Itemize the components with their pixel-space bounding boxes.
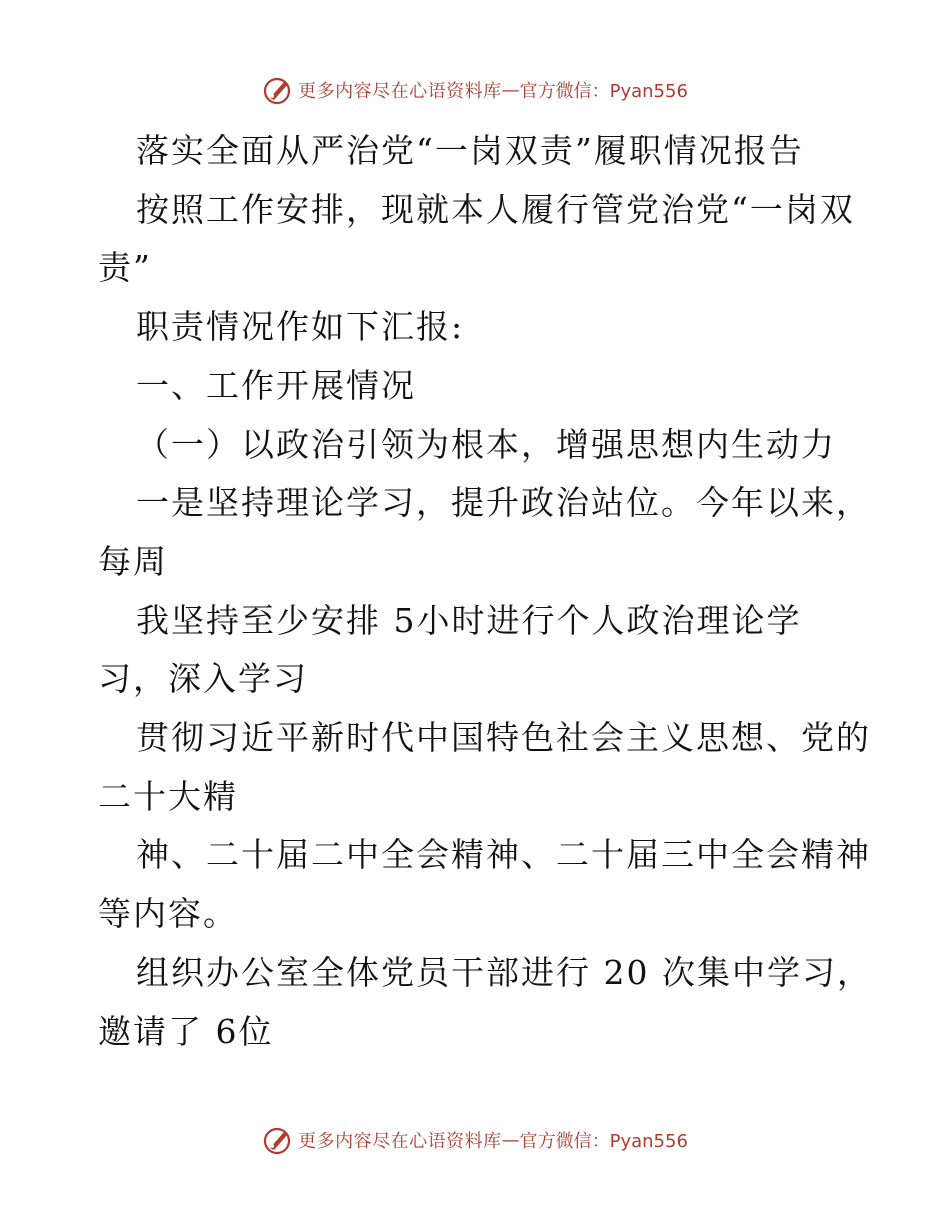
watermark-wechat: 官方微信：Pyan556 — [519, 81, 688, 102]
paragraph-line: 习，深入学习 — [98, 659, 308, 699]
pen-logo-icon — [262, 1124, 294, 1156]
document-title: 落实全面从严治党“一岗双责”履职情况报告 — [136, 131, 804, 170]
paragraph-line: 神、二十届二中全会精神、二十届三中全会精神 — [136, 835, 871, 875]
footer-watermark — [0, 1120, 950, 1160]
paragraph-line: 一是坚持理论学习，提升政治站位。今年以来， — [136, 483, 871, 523]
paragraph-line: 按照工作安排，现就本人履行管党治党“一岗双 — [136, 189, 855, 229]
document-body — [98, 122, 872, 1061]
watermark-text: 更多内容尽在心语资料库 — [298, 1131, 502, 1152]
subsection-heading: （一）以政治引领为根本，增强思想内生动力 — [136, 424, 836, 464]
watermark-wechat: 官方微信：Pyan556 — [519, 1131, 688, 1152]
watermark-separator: — — [501, 1129, 520, 1151]
header-watermark — [0, 70, 950, 110]
paragraph-line: 每周 — [98, 541, 168, 581]
paragraph-line: 我坚持至少安排 5小时进行个人政治理论学 — [136, 600, 802, 640]
paragraph-line: 二十大精 — [98, 776, 238, 816]
paragraph-line: 职责情况作如下汇报: — [136, 307, 465, 347]
paragraph-line: 邀请了 6位 — [98, 1011, 274, 1051]
pen-logo-icon — [262, 74, 294, 106]
paragraph-line: 责” — [98, 248, 152, 288]
watermark-separator: — — [501, 79, 520, 101]
paragraph-line: 等内容。 — [98, 894, 238, 934]
paragraph-line: 贯彻习近平新时代中国特色社会主义思想、党的 — [136, 718, 871, 758]
paragraph-line: 组织办公室全体党员干部进行 20 次集中学习， — [136, 952, 872, 992]
watermark-text: 更多内容尽在心语资料库 — [298, 81, 502, 102]
section-heading: 一、工作开展情况 — [136, 365, 416, 405]
